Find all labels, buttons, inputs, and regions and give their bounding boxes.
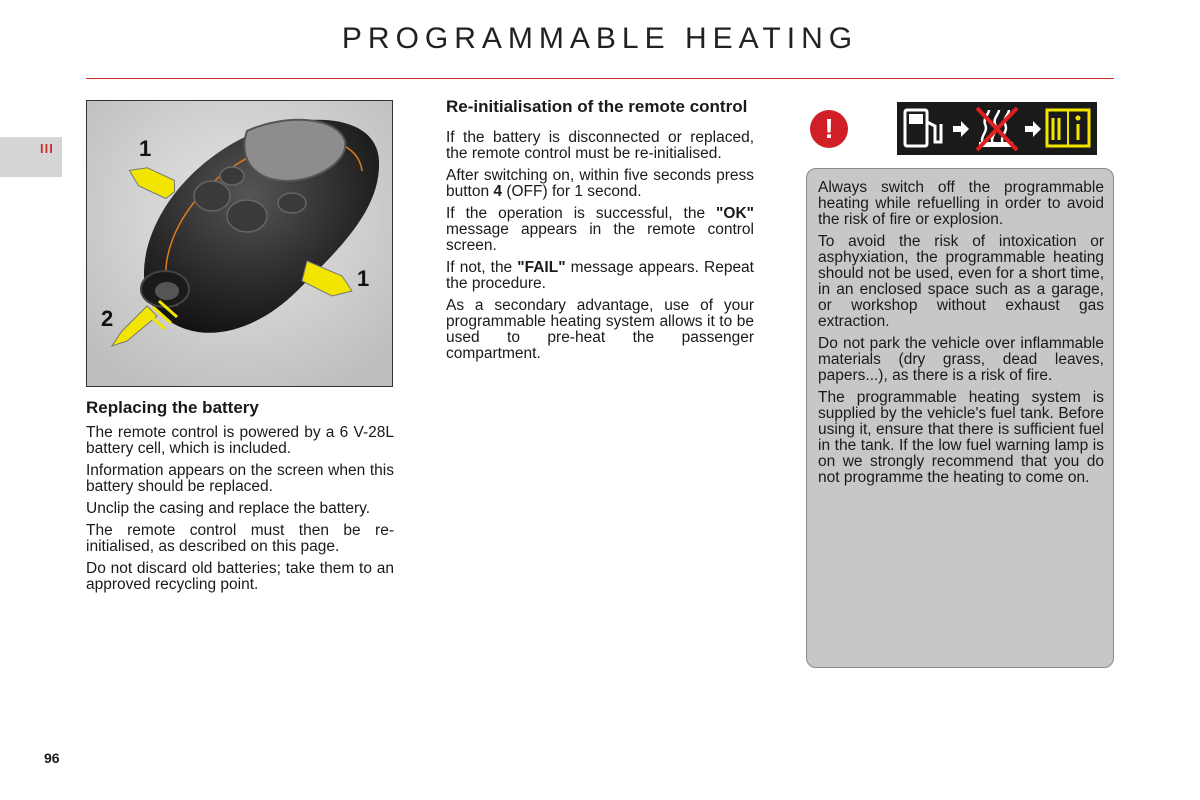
warning-paragraph-2: To avoid the risk of intoxication or asphyxiation, the programmable heating should not be used, even for a short time, in an enclosed space such as a garage, or workshop without exhaust gas extraction. <box>818 233 1104 330</box>
warning-paragraph-3: Do not park the vehicle over inflammable materials (dry grass, dead leaves, papers...), as there is a risk of fire. <box>818 335 1104 384</box>
page-number: 96 <box>44 750 60 766</box>
replacing-battery-section <box>86 398 394 599</box>
warning-text <box>818 180 1104 492</box>
replacing-battery-heading: Replacing the battery <box>86 398 259 417</box>
section-marker: III <box>40 141 54 156</box>
page-title: PROGRAMMABLE HEATING <box>341 22 859 55</box>
no-heating-icon <box>977 108 1017 150</box>
callout-2: 2 <box>101 306 114 331</box>
reinit-paragraph-2: After switching on, within five seconds press button 4 (OFF) for 1 second. <box>446 167 754 200</box>
reinit-paragraph-3: If the operation is successful, the "OK" message appears in the remote control screen. <box>446 205 754 254</box>
reinit-paragraph-4: If not, the "FAIL" message appears. Repeat the procedure. <box>446 259 754 292</box>
arrow-right-icon <box>953 121 969 137</box>
warning-paragraph-4: The programmable heating system is supplied by the vehicle's fuel tank. Before using it, ensure that there is sufficient fuel in the tank. If the low fuel warning lamp is on we strongly recommend that you do not programme the heating to come on. <box>818 389 1104 486</box>
battery-paragraph-4: The remote control must then be re-initialised, as described on this page. <box>86 522 394 555</box>
arrow-right-icon <box>1025 121 1041 137</box>
callout-1-top: 1 <box>139 136 152 161</box>
battery-paragraph-3: Unclip the casing and replace the battery. <box>86 500 371 517</box>
reinitialisation-section <box>446 97 754 368</box>
reinitialisation-heading: Re-initialisation of the remote control <box>446 97 748 116</box>
fuel-pump-icon <box>905 110 941 146</box>
remote-control-figure <box>86 100 393 387</box>
title-divider <box>86 78 1114 79</box>
callout-1-right: 1 <box>357 266 370 291</box>
warning-paragraph-1: Always switch off the programmable heating while refuelling in order to avoid the risk of fire or explosion. <box>818 179 1104 228</box>
reinit-paragraph-5: As a secondary advantage, use of your programmable heating system allows it to be used to pre-heat the passenger compartment. <box>446 297 754 362</box>
warning-icon: ! <box>810 110 848 148</box>
manual-book-icon <box>1047 110 1089 146</box>
battery-paragraph-1: The remote control is powered by a 6 V-28L battery cell, which is included. <box>86 424 394 457</box>
battery-paragraph-5: Do not discard old batteries; take them to an approved recycling point. <box>86 560 394 593</box>
battery-paragraph-2: Information appears on the screen when this battery should be replaced. <box>86 462 394 495</box>
section-tab <box>0 137 62 177</box>
reinit-paragraph-1: If the battery is disconnected or replaced, the remote control must be re-initialised. <box>446 129 754 162</box>
safety-icon-strip <box>897 102 1097 155</box>
